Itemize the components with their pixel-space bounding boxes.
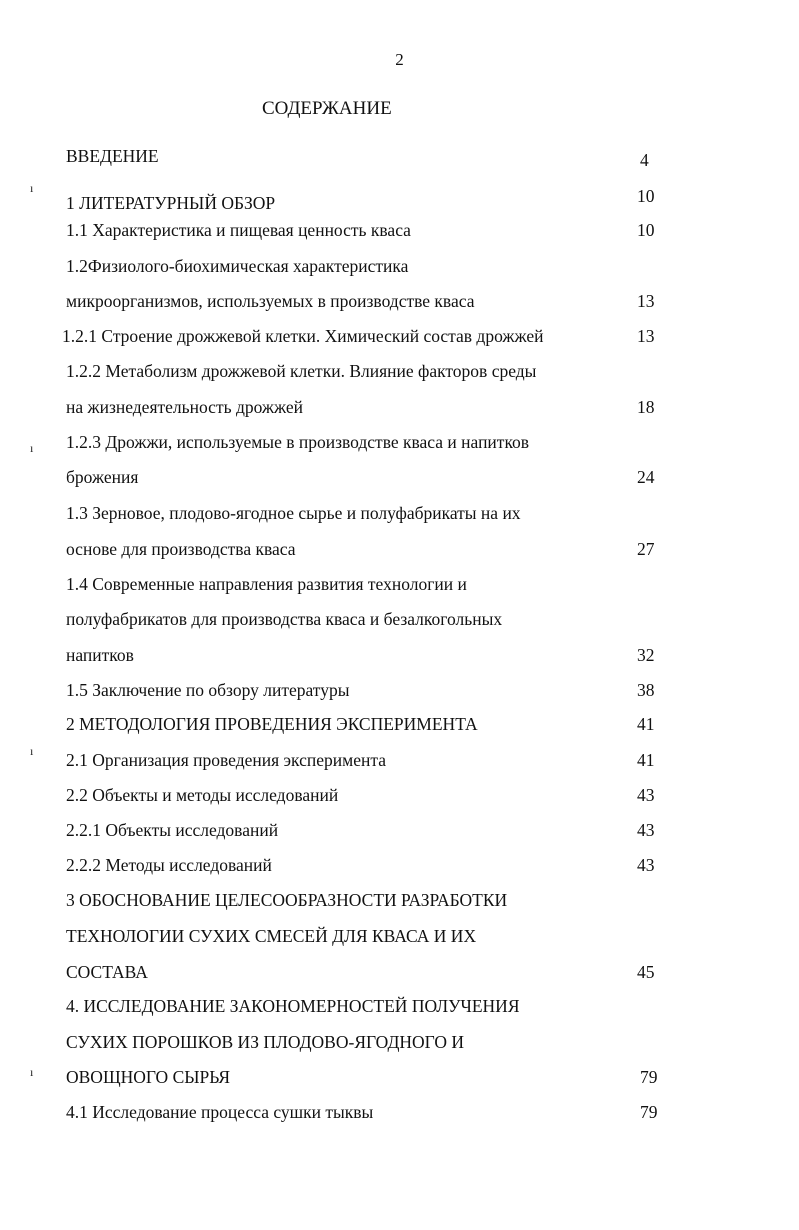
toc-entry-page: 27 — [637, 539, 655, 559]
toc-entry-text: ВВЕДЕНИЕ — [66, 146, 159, 166]
toc-entry-text: ОВОЩНОГО СЫРЬЯ — [66, 1067, 231, 1087]
toc-entry-page: 38 — [637, 680, 655, 700]
toc-entry-page: 41 — [637, 750, 655, 770]
margin-mark: ı — [30, 441, 34, 455]
toc-entry-text: 1 ЛИТЕРАТУРНЫЙ ОБЗОР — [66, 193, 276, 213]
toc-entry-text: основе для производства кваса — [66, 539, 296, 559]
margin-mark: ı — [30, 181, 34, 195]
toc-entry-page: 41 — [637, 714, 655, 734]
toc-entry-text: напитков — [66, 645, 134, 665]
toc-entry-page: 79 — [640, 1067, 658, 1087]
toc-entry-page: 43 — [637, 785, 655, 805]
toc-entry-text: на жизнедеятельность дрожжей — [66, 397, 304, 417]
toc-entry-text: СУХИХ ПОРОШКОВ ИЗ ПЛОДОВО-ЯГОДНОГО И — [66, 1032, 464, 1052]
toc-entry-text: 1.3 Зерновое, плодово-ягодное сырье и полуфабрикаты на их — [66, 503, 521, 523]
toc-entry-page: 45 — [637, 962, 655, 982]
toc-entry-page: 43 — [637, 855, 655, 875]
toc-entry-text: 1.2.2 Метаболизм дрожжевой клетки. Влияние факторов среды — [66, 361, 537, 381]
toc-entry-text: 2.2 Объекты и методы исследований — [66, 785, 339, 805]
toc-entry-text: брожения — [66, 467, 139, 487]
toc-entry-text: 4. ИССЛЕДОВАНИЕ ЗАКОНОМЕРНОСТЕЙ ПОЛУЧЕНИЯ — [66, 996, 520, 1016]
margin-mark: ı — [30, 744, 34, 758]
margin-mark: ı — [30, 1065, 34, 1079]
toc-entry-text: 2.2.2 Методы исследований — [66, 855, 272, 875]
toc-entry-text: 1.2.3 Дрожжи, используемые в производстве кваса и напитков — [66, 432, 530, 452]
toc-entry-text: 2.1 Организация проведения эксперимента — [66, 750, 386, 770]
toc-entry-text: полуфабрикатов для производства кваса и безалкогольных — [66, 609, 503, 629]
toc-entry-page: 10 — [637, 220, 655, 240]
page-title: СОДЕРЖАНИЕ — [262, 98, 392, 119]
toc-entry-page: 4 — [640, 150, 649, 170]
toc-entry-page: 10 — [637, 186, 655, 206]
toc-entry-page: 43 — [637, 820, 655, 840]
toc-entry-text: 1.2.1 Строение дрожжевой клетки. Химический состав дрожжей — [62, 326, 544, 346]
toc-entry-text: СОСТАВА — [66, 962, 148, 982]
toc-entry-text: 1.5 Заключение по обзору литературы — [66, 680, 350, 700]
toc-entry-page: 13 — [637, 291, 655, 311]
toc-entry-text: 3 ОБОСНОВАНИЕ ЦЕЛЕСООБРАЗНОСТИ РАЗРАБОТКИ — [66, 890, 508, 910]
toc-entry-page: 32 — [637, 645, 655, 665]
toc-entry-text: микроорганизмов, используемых в производстве кваса — [66, 291, 475, 311]
toc-entry-text: 1.4 Современные направления развития технологии и — [66, 574, 467, 594]
toc-entry-text: 1.2Физиолого-биохимическая характеристика — [66, 256, 409, 276]
toc-entry-text: 2 МЕТОДОЛОГИЯ ПРОВЕДЕНИЯ ЭКСПЕРИМЕНТА — [66, 714, 478, 734]
toc-entry-page: 13 — [637, 326, 655, 346]
toc-entry-text: 2.2.1 Объекты исследований — [66, 820, 279, 840]
toc-entry-text: ТЕХНОЛОГИИ СУХИХ СМЕСЕЙ ДЛЯ КВАСА И ИХ — [66, 926, 477, 946]
toc-entry-page: 79 — [640, 1102, 658, 1122]
toc-entry-text: 1.1 Характеристика и пищевая ценность кваса — [66, 220, 411, 240]
toc-entry-text: 4.1 Исследование процесса сушки тыквы — [66, 1102, 374, 1122]
page-number: 2 — [395, 50, 404, 69]
toc-entry-page: 18 — [637, 397, 655, 417]
toc-entry-page: 24 — [637, 467, 655, 487]
